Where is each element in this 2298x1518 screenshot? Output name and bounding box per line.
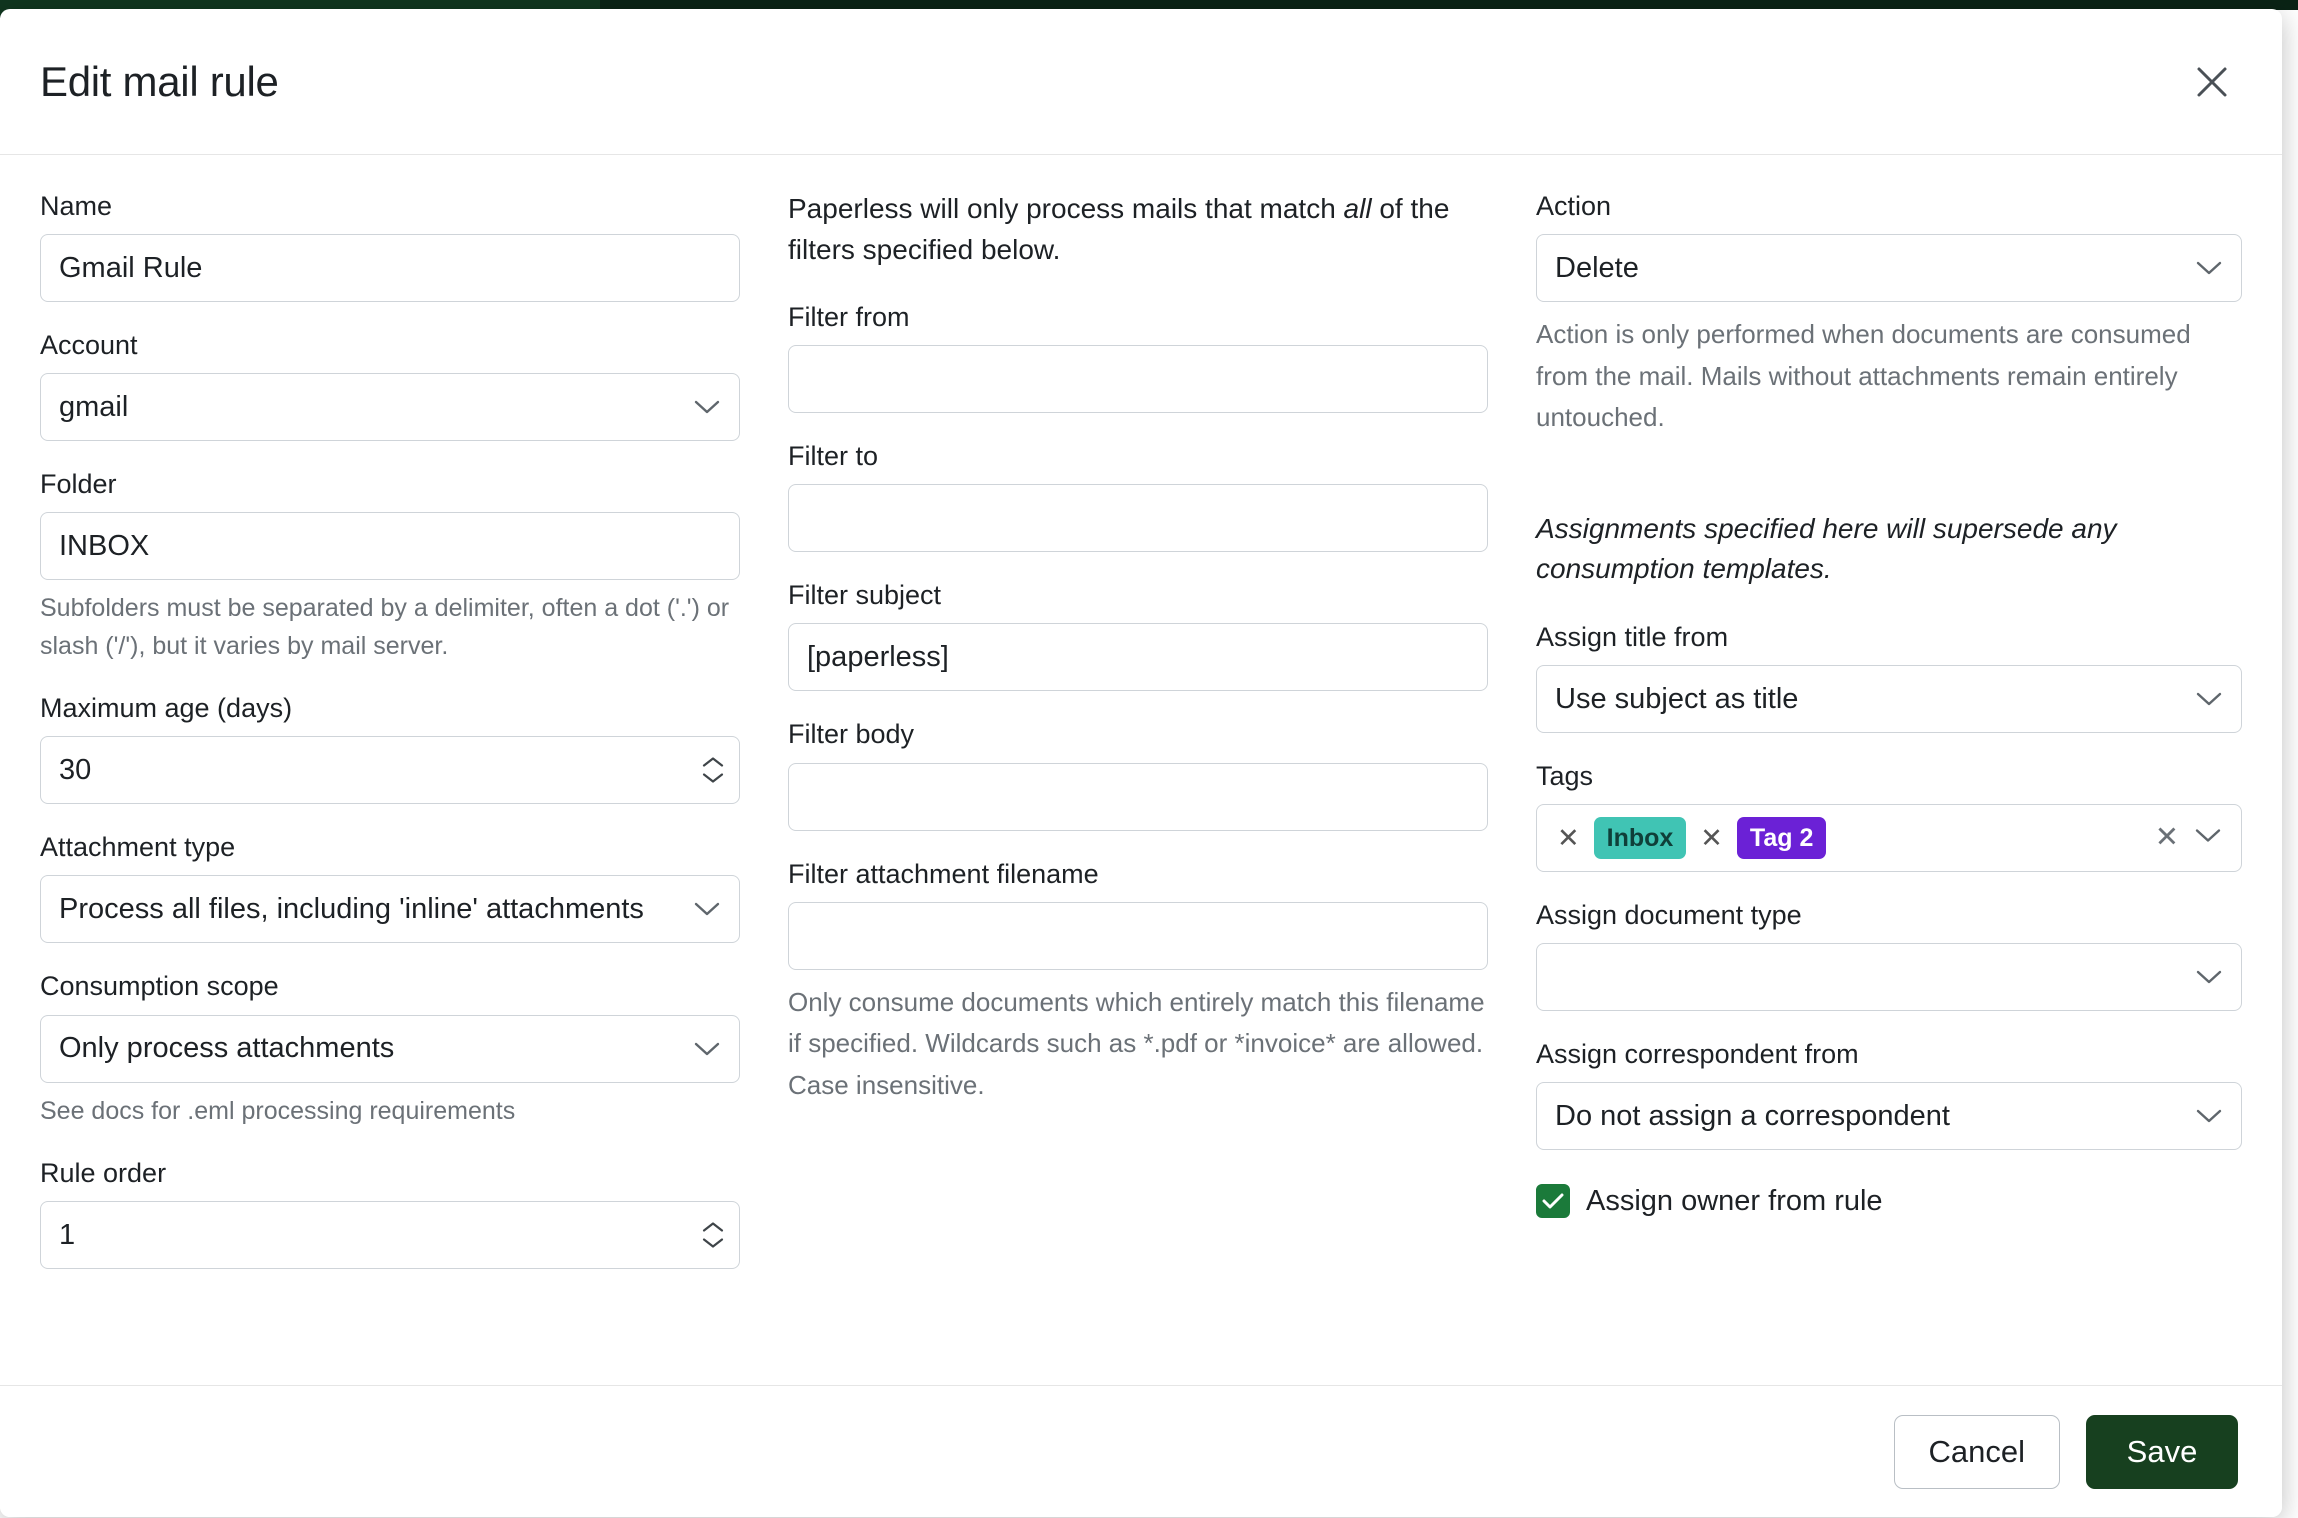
field-filter-subject	[788, 578, 1488, 691]
tag-chip[interactable]: Tag 2	[1737, 817, 1826, 859]
filter-attachment-filename-label: Filter attachment filename	[788, 858, 1099, 889]
filters-intro-emphasis: all	[1343, 193, 1372, 224]
filter-from-input[interactable]	[788, 345, 1488, 413]
maximum-age-stepper[interactable]	[702, 756, 724, 785]
field-assign-correspondent-from	[1536, 1037, 2242, 1150]
field-name	[40, 189, 740, 302]
tag-chip[interactable]: Inbox	[1594, 817, 1687, 859]
rule-order-label: Rule order	[40, 1158, 167, 1189]
clear-all-icon[interactable]: ✕	[2154, 821, 2179, 854]
chevron-down-icon[interactable]	[2195, 828, 2221, 849]
chevron-up-icon	[702, 1221, 724, 1234]
folder-label: Folder	[40, 469, 117, 500]
action-help-text: Action is only performed when documents are consumed from the mail. Mails without attachments remain entirely untouched.	[1536, 319, 2191, 433]
field-account	[40, 328, 740, 441]
account-select-wrap	[40, 373, 740, 441]
assign-title-from-label: Assign title from	[1536, 622, 1729, 653]
folder-input[interactable]	[40, 512, 740, 580]
remove-tag-icon[interactable]: ✕	[1557, 822, 1580, 853]
rule-order-stepper-wrap	[40, 1201, 740, 1269]
action-select[interactable]: Delete	[1536, 234, 2242, 302]
page-title: Edit mail rule	[40, 57, 279, 105]
assign-owner-from-rule-label: Assign owner from rule	[1586, 1184, 1883, 1217]
filter-attachment-filename-input[interactable]	[788, 902, 1488, 970]
consumption-scope-help-text: See docs for .eml processing requirements	[40, 1096, 516, 1125]
consumption-scope-select[interactable]: Only process attachments	[40, 1015, 740, 1083]
rule-order-input[interactable]	[40, 1201, 740, 1269]
chevron-down-icon	[702, 772, 724, 785]
field-consumption-scope	[40, 969, 740, 1130]
remove-tag-icon[interactable]: ✕	[1700, 822, 1723, 853]
dialog-header	[0, 9, 2282, 155]
field-action	[1536, 189, 2242, 439]
column-filters	[788, 189, 1488, 1385]
assign-correspondent-select-wrap	[1536, 1082, 2242, 1150]
assignments-note: Assignments specified here will supersede any consumption templates.	[1536, 512, 2117, 585]
save-button[interactable]: Save	[2086, 1415, 2238, 1489]
filter-subject-label: Filter subject	[788, 580, 942, 611]
account-select[interactable]: gmail	[40, 373, 740, 441]
action-label: Action	[1536, 191, 1612, 221]
column-general	[40, 189, 740, 1385]
field-filter-attachment-filename	[788, 857, 1488, 1107]
maximum-age-input[interactable]	[40, 736, 740, 804]
assign-correspondent-select[interactable]: Do not assign a correspondent	[1536, 1082, 2242, 1150]
check-icon	[1542, 1192, 1564, 1210]
field-folder	[40, 467, 740, 665]
field-rule-order	[40, 1156, 740, 1269]
consumption-scope-select-wrap	[40, 1015, 740, 1083]
filter-body-label: Filter body	[788, 719, 915, 750]
attachment-type-label: Attachment type	[40, 832, 236, 863]
field-filter-from	[788, 300, 1488, 413]
filter-to-label: Filter to	[788, 441, 879, 472]
assign-title-from-select[interactable]: Use subject as title	[1536, 665, 2242, 733]
close-icon-glyph	[2192, 62, 2232, 102]
folder-help-text: Subfolders must be separated by a delimiter, often a dot ('.') or slash ('/'), but it varies by mail server.	[40, 594, 730, 660]
maximum-age-label: Maximum age (days)	[40, 693, 293, 724]
tags-label: Tags	[1536, 761, 1594, 792]
assign-document-type-select-wrap	[1536, 943, 2242, 1011]
field-assign-document-type	[1536, 898, 2242, 1011]
field-filter-to	[788, 439, 1488, 552]
assign-owner-from-rule-row[interactable]	[1536, 1184, 2242, 1218]
assign-title-from-select-wrap	[1536, 665, 2242, 733]
filter-body-input[interactable]	[788, 763, 1488, 831]
attachment-type-select[interactable]: Process all files, including 'inline' attachments	[40, 875, 740, 943]
attachment-type-select-wrap	[40, 875, 740, 943]
name-input[interactable]	[40, 234, 740, 302]
filter-subject-input[interactable]	[788, 623, 1488, 691]
action-select-wrap	[1536, 234, 2242, 302]
field-attachment-type	[40, 830, 740, 943]
dialog-body	[0, 155, 2282, 1385]
maximum-age-stepper-wrap	[40, 736, 740, 804]
checkbox-checked-icon[interactable]	[1536, 1184, 1570, 1218]
assign-document-type-label: Assign document type	[1536, 900, 1802, 931]
assign-document-type-select[interactable]	[1536, 943, 2242, 1011]
edit-mail-rule-dialog	[0, 9, 2282, 1517]
tags-input[interactable]	[1536, 804, 2242, 872]
filter-attachment-help-text: Only consume documents which entirely match this filename if specified. Wildcards such as *.pdf or *invoice* are allowed. Case insensitive.	[788, 986, 1485, 1100]
assign-correspondent-from-label: Assign correspondent from	[1536, 1039, 1859, 1070]
account-label: Account	[40, 330, 138, 361]
cancel-button[interactable]: Cancel	[1894, 1415, 2061, 1489]
filter-to-input[interactable]	[788, 484, 1488, 552]
filter-from-label: Filter from	[788, 302, 910, 333]
field-maximum-age	[40, 691, 740, 804]
filters-intro-suffix: of the filters specified below.	[788, 193, 1450, 265]
filters-intro-prefix: Paperless will only process mails that match	[788, 193, 1344, 224]
consumption-scope-label: Consumption scope	[40, 971, 279, 1002]
chevron-up-icon	[702, 756, 724, 769]
rule-order-stepper[interactable]	[702, 1221, 724, 1250]
field-tags	[1536, 759, 2242, 872]
close-icon[interactable]	[2186, 56, 2238, 108]
name-label: Name	[40, 191, 113, 221]
filters-intro-text	[788, 189, 1488, 270]
dialog-footer	[0, 1385, 2282, 1517]
field-assign-title-from	[1536, 620, 2242, 733]
chevron-down-icon	[702, 1237, 724, 1250]
column-actions	[1536, 189, 2242, 1385]
field-filter-body	[788, 717, 1488, 830]
